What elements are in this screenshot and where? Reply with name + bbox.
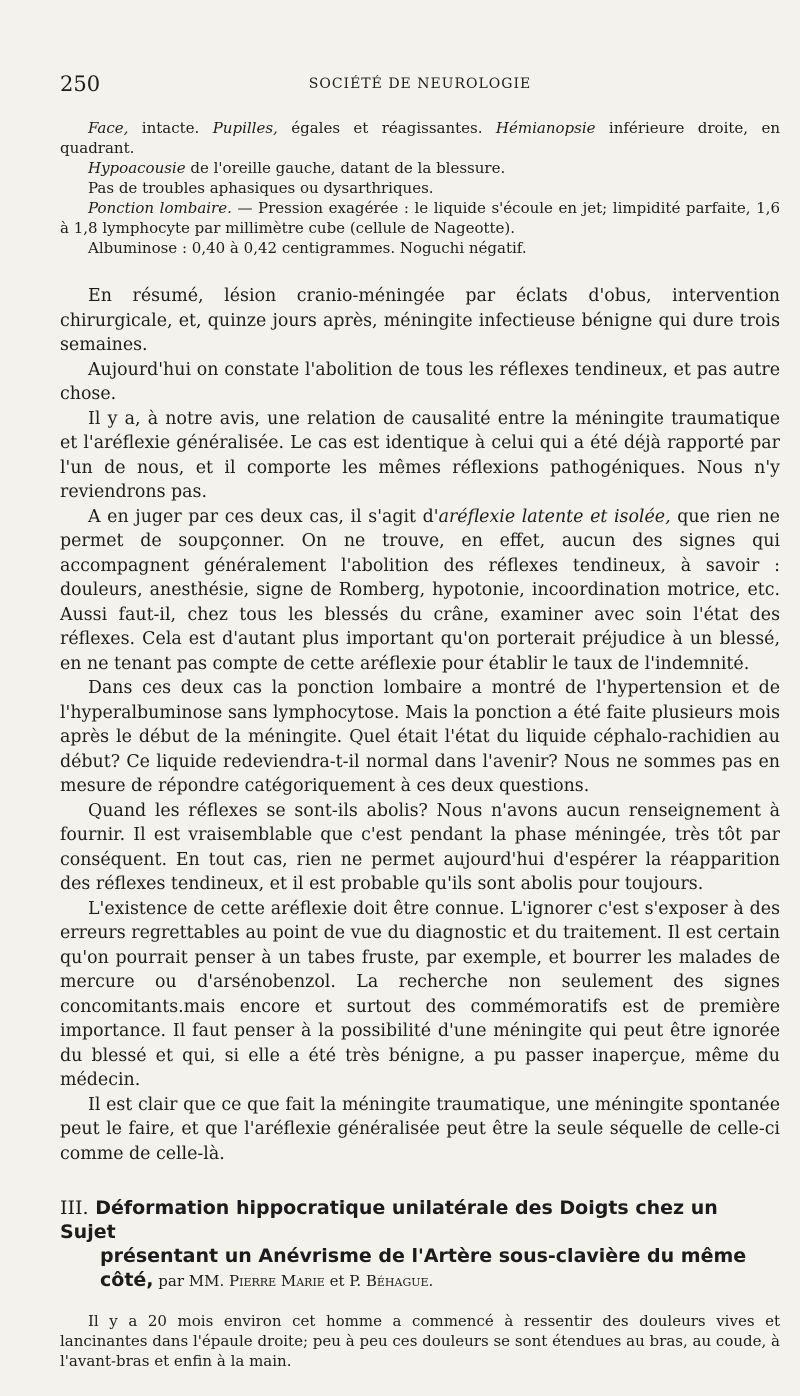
label-hemianopsie: Hémianopsie bbox=[495, 119, 596, 137]
page-number: 250 bbox=[60, 72, 101, 96]
paragraph: Dans ces deux cas la ponction lombaire a montré de l'hypertension et de l'hyperalbuminose sans lymphocytose. Mais la ponction a été faite plusieurs mois après le début de la méningite. Quel était l'état du liquide céphalo-rachidien au début? Ce liquide redeviendra-t-il normal dans l'avenir? Nous ne sommes pas en mesure de répondre catégoriquement à ces deux questions. bbox=[60, 678, 780, 796]
paragraph: Aujourd'hui on constate l'abolition de tous les réflexes tendineux, et pas autre chose. bbox=[60, 359, 780, 404]
section-number: III. bbox=[60, 1197, 89, 1219]
case-notes bbox=[60, 118, 780, 258]
page-header bbox=[60, 72, 780, 100]
page bbox=[60, 72, 780, 1371]
paragraph: Quand les réflexes se sont-ils abolis? Nous n'avons aucun renseignement à fournir. Il est vraisemblable que c'est pendant la phase méningée, très tôt par conséquent. En tout cas, rien ne permet aujourd'hui d'espérer la réapparition des réflexes tendineux, et il est probable qu'ils sont abolis pour toujours. bbox=[60, 800, 780, 894]
authors: par MM. Pierre Marie et P. Béhague. bbox=[153, 1272, 434, 1290]
label-pupilles: Pupilles, bbox=[212, 119, 278, 137]
running-title: SOCIÉTÉ DE NEUROLOGIE bbox=[308, 76, 532, 92]
paragraph: L'existence de cette aréflexie doit être connue. L'ignorer c'est s'exposer à des erreurs regrettables au point de vue du diagnostic et du traitement. Il est certain qu'on pourrait penser à un tabes fruste, par exemple, et bourrer les malades de mercure ou d'arsénobenzol. La recherche non seulement des signes concomitants.mais encore et surtout des commémoratifs est de première importance. Il faut penser à la possibilité d'une méningite qui peut être ignorée du blessé et qui, si elle a été très bénigne, a pu passer inaperçue, même du médecin. bbox=[60, 898, 780, 1090]
note-face: Face, intacte. Pupilles, égales et réagissantes. Hémianopsie inférieure droite, en quadrant. bbox=[60, 119, 780, 157]
paragraph: Il y a 20 mois environ cet homme a commencé à ressentir des douleurs vives et lancinantes dans l'épaule droite; peu à peu ces douleurs se sont étendues au bras, au coude, à l'avant-bras et enfin à la main. bbox=[60, 1312, 780, 1370]
note-ponction: Ponction lombaire. — Pression exagérée : le liquide s'écoule en jet; limpidité parfaite, 1,6 à 1,8 lymphocyte par millimètre cube (cellule de Nageotte). bbox=[60, 199, 780, 237]
paragraph: Il est clair que ce que fait la méningite traumatique, une méningite spontanée peut le faire, et que l'aréflexie généralisée peut être la seule séquelle de celle-ci comme de celle-là. bbox=[60, 1094, 780, 1164]
paragraph: En résumé, lésion cranio-méningée par éclats d'obus, intervention chirurgicale, et, quinze jours après, méningite infectieuse bénigne qui dure trois semaines. bbox=[60, 286, 780, 355]
section-heading: III. Déformation hippocratique unilatérale des Doigts chez un Sujet présentant un Anévrisme de l'Artère sous-clavière du même côté, par MM. Pierre Marie et P. Béhague. bbox=[60, 1197, 747, 1291]
case-intro bbox=[60, 1311, 780, 1371]
paragraph: A en juger par ces deux cas, il s'agit d'aréflexie latente et isolée, que rien ne permet de soupçonner. On ne trouve, en effet, aucun des signes qui accompagnent généralement l'abolition des réflexes tendineux, à savoir : douleurs, anesthésie, signe de Romberg, hypotonie, incoordination motrice, etc. Aussi faut-il, chez tous les blessés du crâne, examiner avec soin l'état des réflexes. Cela est d'autant plus important qu'on porterait préjudice à un blessé, en ne tenant pas compte de cette aréflexie pour établir le taux de l'indemnité. bbox=[60, 506, 780, 674]
discussion bbox=[60, 284, 780, 1166]
note-hypoacousie: Hypoacousie de l'oreille gauche, datant de la blessure. bbox=[88, 159, 506, 177]
label-face: Face, bbox=[88, 119, 129, 137]
note-albuminose: Albuminose : 0,40 à 0,42 centigrammes. Noguchi négatif. bbox=[88, 239, 527, 257]
note-aphasie: Pas de troubles aphasiques ou dysarthriques. bbox=[88, 179, 434, 197]
paragraph: Il y a, à notre avis, une relation de causalité entre la méningite traumatique et l'aréflexie généralisée. Le cas est identique à celui qui a été déjà rapporté par l'un de nous, et il comporte les mêmes réflexions pathogéniques. Nous n'y reviendrons pas. bbox=[60, 408, 780, 502]
